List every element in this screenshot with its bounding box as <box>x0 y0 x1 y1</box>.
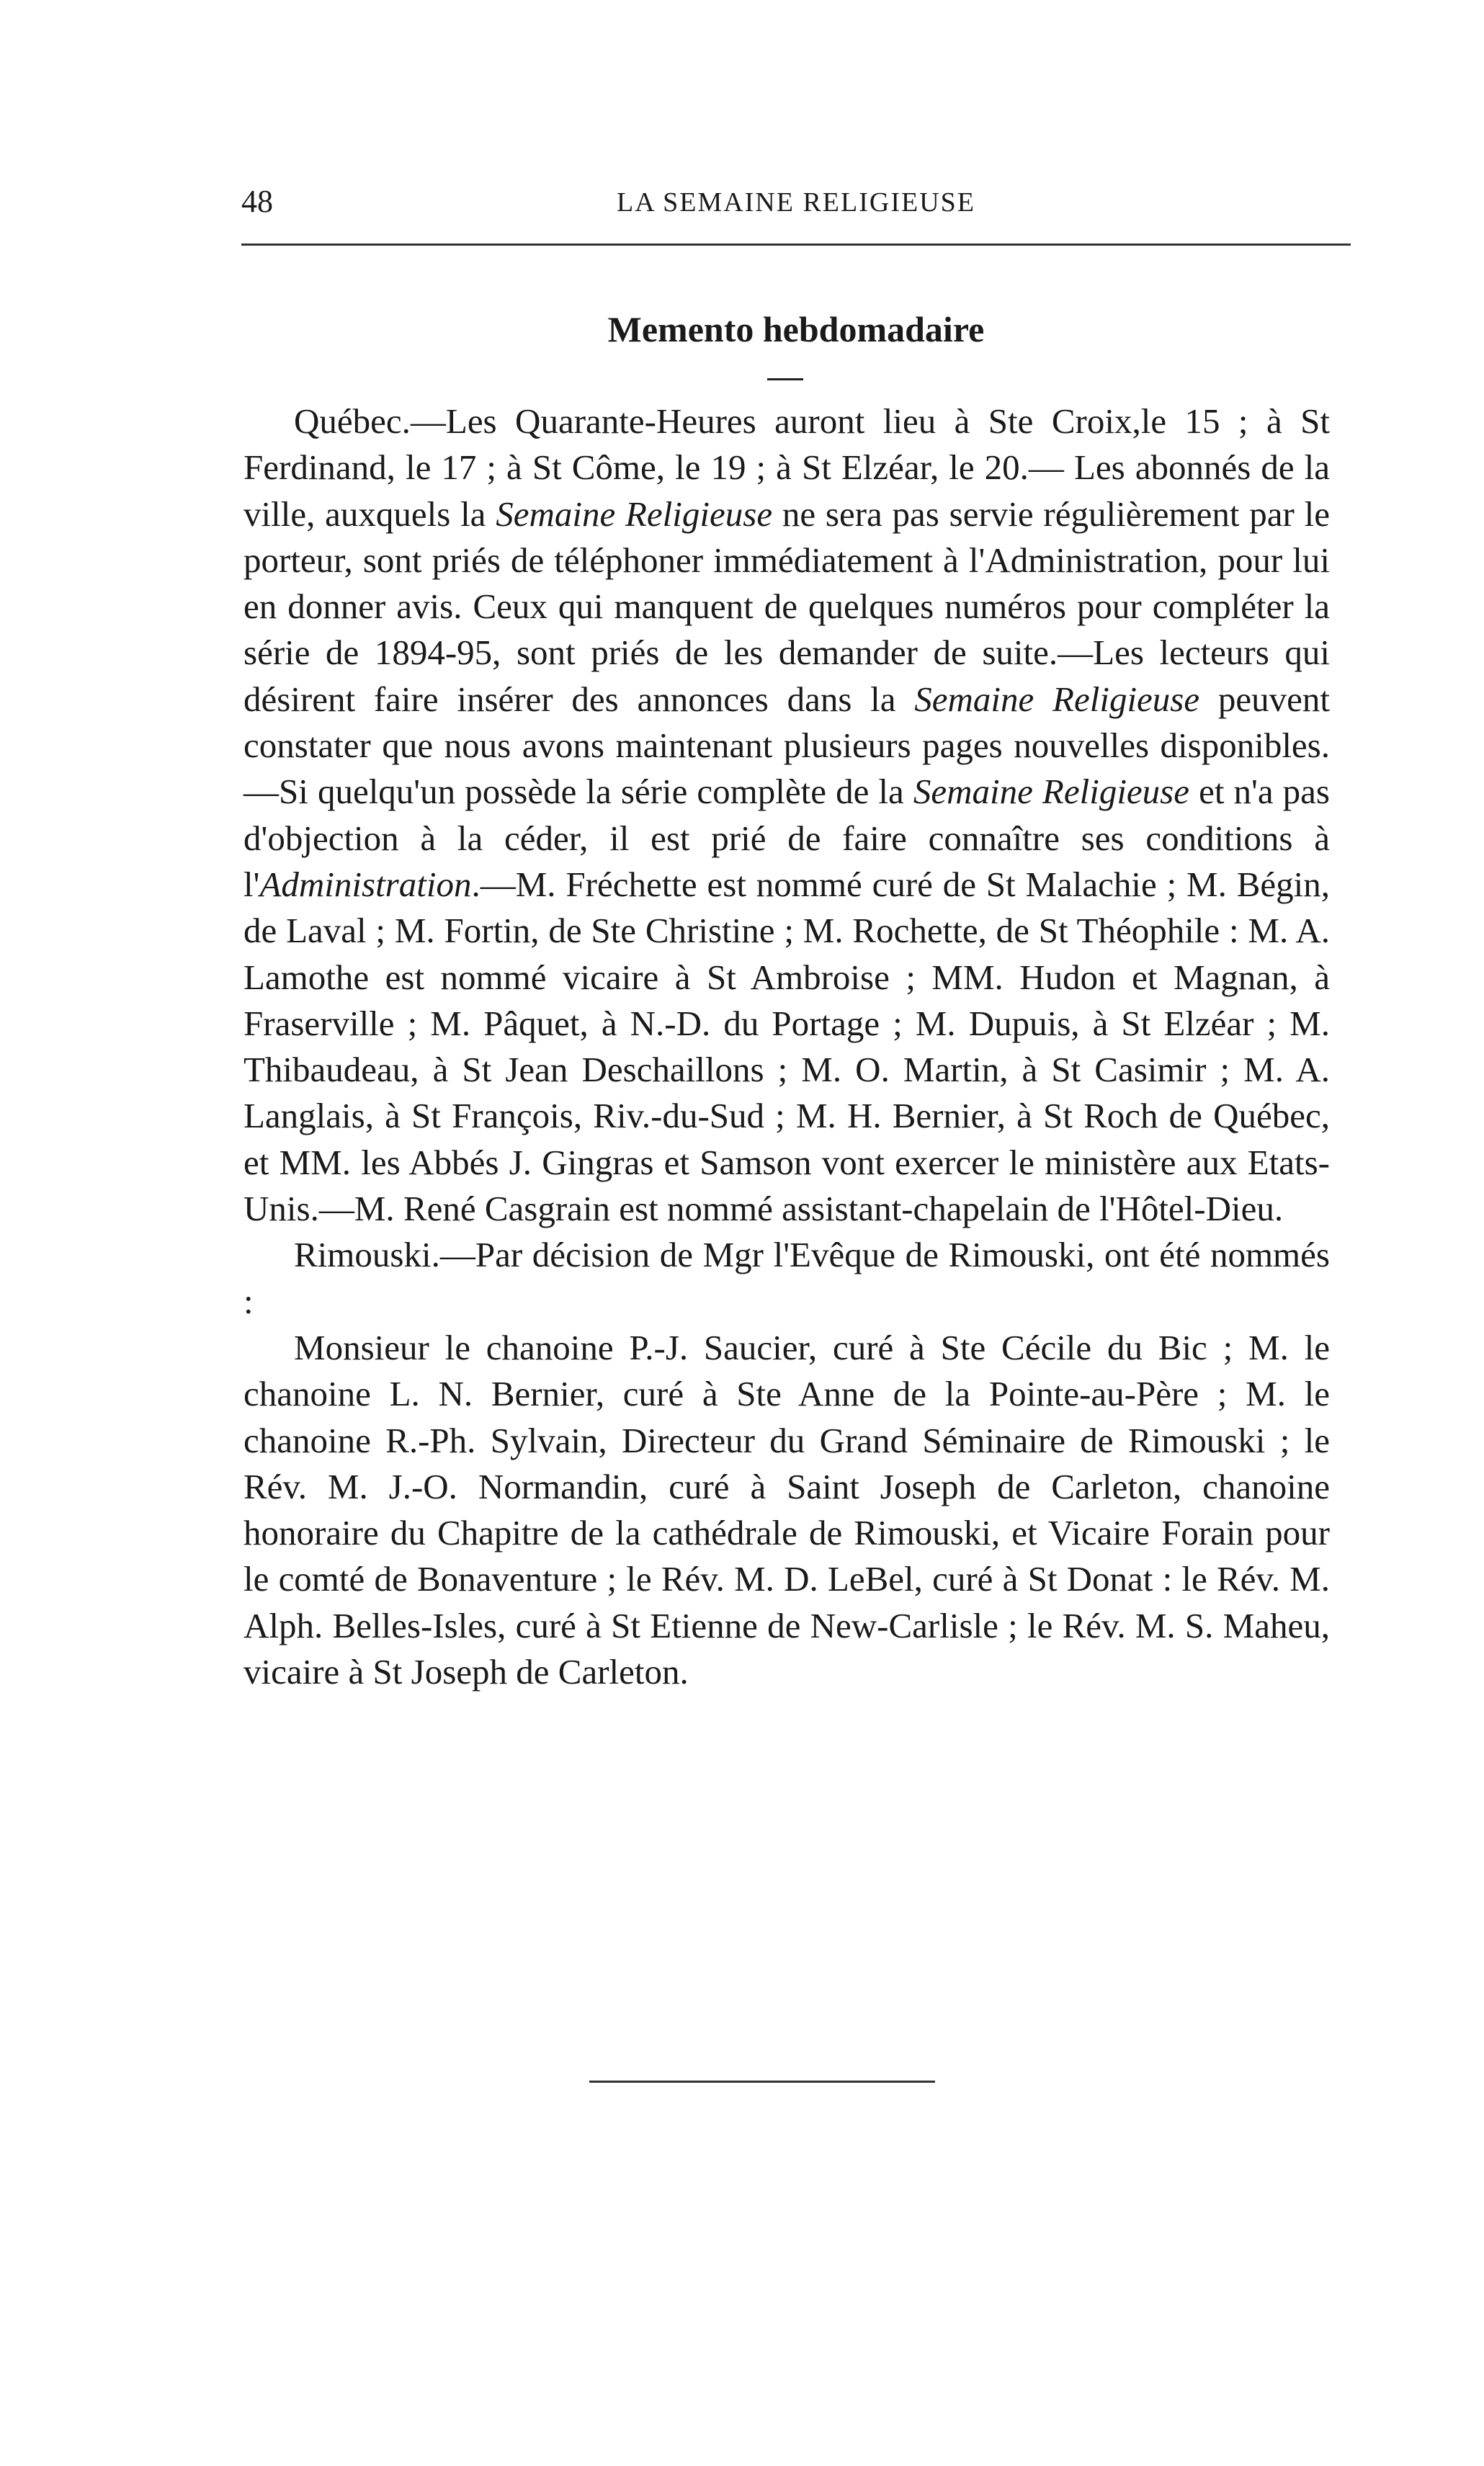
italic-text: Semaine Religieuse <box>914 679 1200 719</box>
section-title: Memento hebdomadaire <box>607 309 985 349</box>
text-segment: peuvent constater que nous avons maintenant plusieurs pages nouvelles disponibles.—Si quelqu'un possède la série complète de la <box>243 679 1330 812</box>
article-body <box>243 398 1330 1695</box>
text-segment: ne sera pas servie régulièrement par le porteur, sont priés de téléphoner immédiatement à l'Administration, pour lui en donner avis. Ceux qui manquent de quelques numéros pour compléter la série de 1894-95, sont priés de les demander de suite.—Les lecteurs qui désirent faire insérer des annonces dans la <box>243 493 1330 719</box>
text-segment: .—M. Fréchette est nommé curé de St Malachie ; M. Bégin, de Laval ; M. Fortin, de Ste Christine ; M. Rochette, de St Théophile : M. A. Lamothe est nommé vicaire à St Ambroise ; MM. Hudon et Magnan, à Fraserville ; M. Pâquet, à N.-D. du Portage ; M. Dupuis, à St Elzéar ; M. Thibaudeau, à St Jean Deschaillons ; M. O. Martin, à St Casimir ; M. A. Langlais, à St François, Riv.-du-Sud ; M. H. Bernier, à St Roch de Québec, et MM. les Abbés J. Gingras et Samson vont exercer le ministère aux Etats-Unis.—M. René Casgrain est nommé assistant-chapelain de l'Hôtel-Dieu. <box>243 864 1330 1229</box>
title-rule <box>767 378 803 380</box>
text-segment: Monsieur le chanoine P.-J. Saucier, curé à Ste Cécile du Bic ; M. le chanoine L. N. Bernier, curé à Ste Anne de la Pointe-au-Père ; M. le chanoine R.-Ph. Sylvain, Directeur du Grand Séminaire de Rimouski ; le Rév. M. J.-O. Normandin, curé à Saint Joseph de Carleton, chanoine honoraire du Chapitre de la cathédrale de Rimouski, et Vicaire Forain pour le comté de Bonaventure ; le Rév. M. D. LeBel, curé à St Donat : le Rév. M. Alph. Belles-Isles, curé à St Etienne de New-Carlisle ; le Rév. M. S. Maheu, vicaire à St Joseph de Carleton. <box>243 1327 1330 1692</box>
paragraph <box>243 1325 1330 1695</box>
end-rule <box>589 2081 935 2083</box>
page-header <box>241 173 1351 223</box>
text-segment: Rimouski.—Par décision de Mgr l'Evêque de Rimouski, ont été nommés : <box>243 1235 1330 1321</box>
italic-text: Administration <box>259 864 472 904</box>
italic-text: Semaine Religieuse <box>913 772 1190 812</box>
header-rule <box>241 244 1351 246</box>
text-segment: Québec.—Les Quarante-Heures auront lieu à Ste Croix,le 15 ; à St Ferdinand, le 17 ; à St Côme, le 19 ; à St Elzéar, le 20.— Les abonnés de la ville, auxquels la <box>243 401 1330 534</box>
paragraph <box>243 398 1330 1232</box>
running-title: LA SEMAINE RELIGIEUSE <box>617 187 975 218</box>
text-segment: et n'a pas d'objection à la céder, il est prié de faire connaître ses conditions à l' <box>243 772 1330 904</box>
paragraph <box>243 1232 1330 1325</box>
page-number: 48 <box>241 184 273 219</box>
italic-text: Semaine Religieuse <box>496 493 773 534</box>
